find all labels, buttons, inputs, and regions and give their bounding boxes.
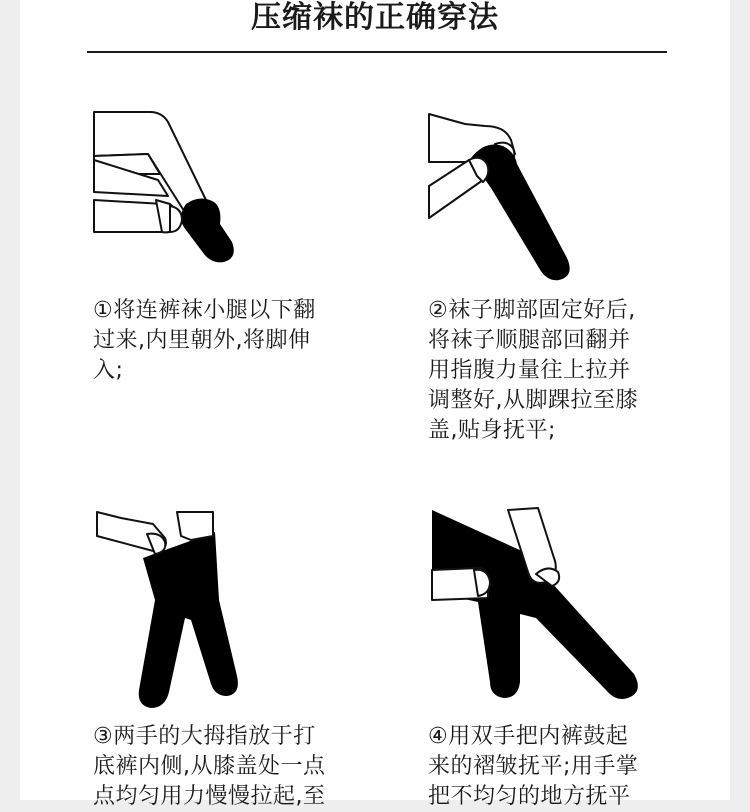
step-2-instruction: ②袜子脚部固定好后, 将袜子顺腿部回翻并 用指腹力量往上拉并 调整好,从脚踝拉至膝 盖,贴身抚平; <box>428 298 638 443</box>
step-4-instruction: ④用双手把内裤鼓起 来的褶皱抚平;用手掌 把不均匀的地方抚平 <box>428 724 639 809</box>
step4-illustration <box>428 506 648 706</box>
step3-illustration <box>95 508 255 718</box>
title-divider <box>87 51 667 53</box>
page-title: 压缩袜的正确穿法 <box>251 0 499 35</box>
step2-illustration <box>425 110 585 290</box>
step-1-instruction: ①将连裤袜小腿以下翻 过来,内里朝外,将脚伸 入; <box>93 298 316 383</box>
step-3-instruction: ③两手的大拇指放于打 底裤内侧,从膝盖处一点 点均匀用力慢慢拉起,至 <box>93 724 326 809</box>
step1-illustration <box>90 108 250 268</box>
